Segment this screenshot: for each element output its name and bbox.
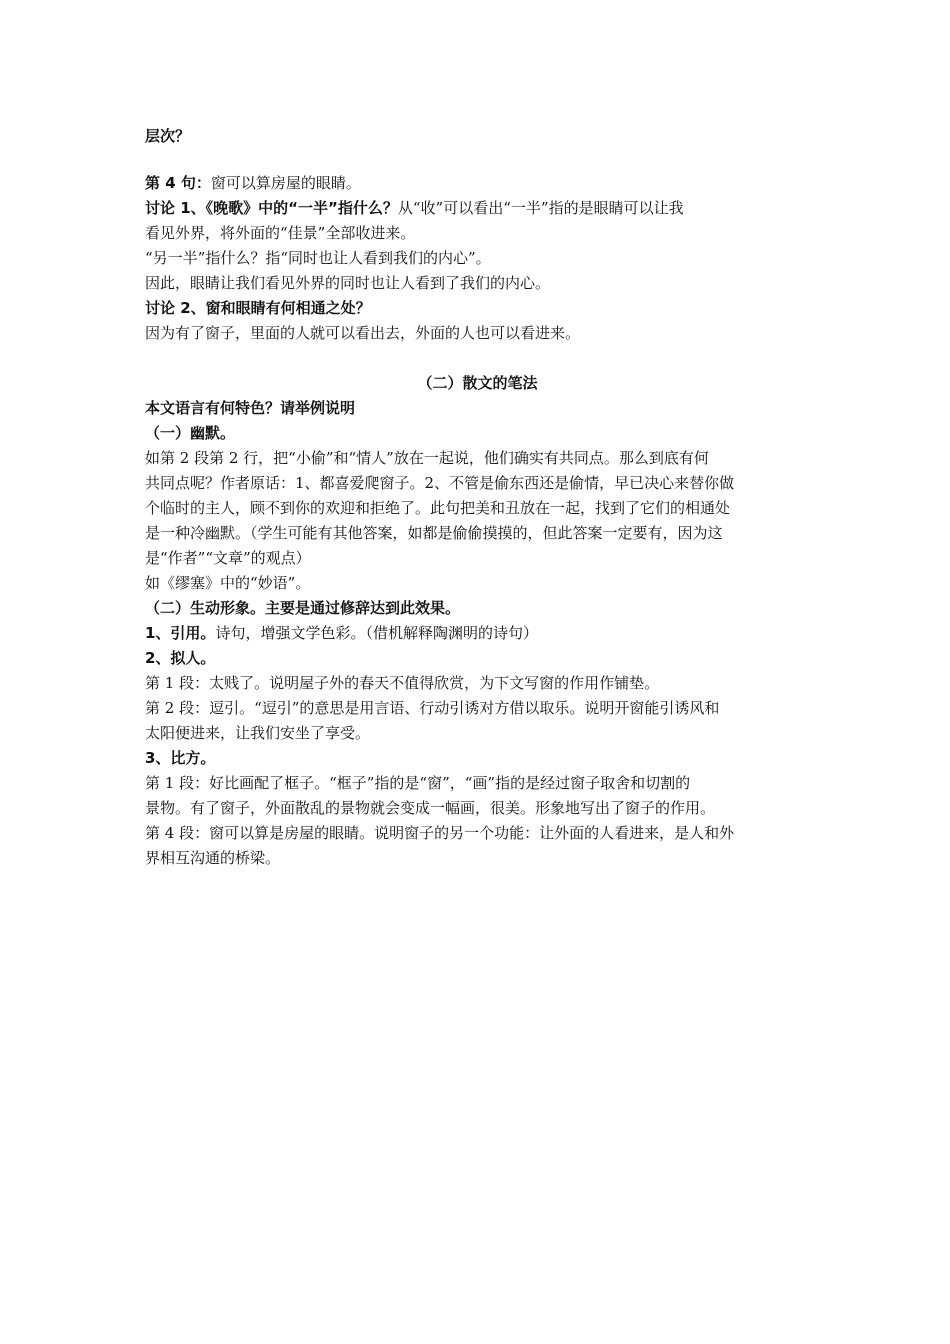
text-line: 是一种冷幽默。（学生可能有其他答案，如都是偷偷摸摸的，但此答案一定要有，因为这	[145, 524, 723, 542]
text-line: 是“作者”“文章”的观点）	[145, 549, 311, 567]
document-body	[145, 124, 810, 871]
section-heading: （二）散文的笔法	[417, 374, 538, 392]
sentence-text: 窗可以算房屋的眼睛。	[210, 174, 361, 192]
discussion-question: 讨论 1、《晚歌》中的“一半”指什么？	[145, 199, 398, 217]
item-label: 3、比方。	[145, 749, 216, 767]
text-line: 如《缪塞》中的“妙语”。	[145, 574, 311, 592]
sentence-label: 第 4 句：	[145, 174, 211, 192]
text-line: 第 2 段：逗引。“逗引”的意思是用言语、行动引诱对方借以取乐。说明开窗能引诱风和	[145, 699, 720, 717]
paragraph-gap	[145, 346, 810, 371]
subsection-heading: （二）生动形象。主要是通过修辞达到此效果。	[145, 599, 461, 617]
text-line: 因此，眼睛让我们看见外界的同时也让人看到了我们的内心。	[145, 274, 551, 292]
text-line: 个临时的主人，顾不到你的欢迎和拒绝了。此句把美和丑放在一起，找到了它们的相通处	[145, 499, 731, 517]
subsection-heading: （一）幽默。	[145, 424, 236, 442]
text-line	[145, 196, 810, 221]
item-label: 2、拟人。	[145, 649, 216, 667]
text-line: 第 4 段：窗可以算是房屋的眼睛。说明窗子的另一个功能：让外面的人看进来，是人和外	[145, 824, 735, 842]
text-line	[145, 171, 810, 196]
text-line: 太阳便进来，让我们安坐了享受。	[145, 724, 371, 742]
item-label: 1、引用。	[145, 624, 216, 642]
text-line: 看见外界，将外面的“佳景”全部收进来。	[145, 224, 416, 242]
text-line: 共同点呢？作者原话：1、都喜爱爬窗子。2、不管是偷东西还是偷情，早已决心来替你做	[145, 474, 735, 492]
question-heading: 本文语言有何特色？请举例说明	[145, 399, 356, 417]
text-line: 第 1 段：太贱了。说明屋子外的春天不值得欣赏，为下文写窗的作用作铺垫。	[145, 674, 660, 692]
text-line: 第 1 段：好比画配了框子。“框子”指的是“窗”，“画”指的是经过窗子取舍和切割的	[145, 774, 691, 792]
paragraph-gap	[145, 149, 810, 171]
discussion-question: 讨论 2、窗和眼睛有何相通之处？	[145, 299, 371, 317]
text-line	[145, 621, 810, 646]
text-line: 如第 2 段第 2 行，把“小偷”和“情人”放在一起说，他们确实有共同点。那么到底有何	[145, 449, 709, 467]
item-text: 诗句，增强文学色彩。（借机解释陶渊明的诗句）	[215, 624, 538, 642]
text-line: 层次？	[145, 127, 191, 145]
text-line: 因为有了窗子，里面的人就可以看出去，外面的人也可以看进来。	[145, 324, 581, 342]
text-line: 景物。有了窗子，外面散乱的景物就会变成一幅画，很美。形象地写出了窗子的作用。	[145, 799, 716, 817]
discussion-answer: 从“收”可以看出“一半”指的是眼睛可以让我	[397, 199, 684, 217]
text-line: 界相互沟通的桥梁。	[145, 849, 281, 867]
text-line: “另一半”指什么？指“同时也让人看到我们的内心”。	[145, 249, 491, 267]
